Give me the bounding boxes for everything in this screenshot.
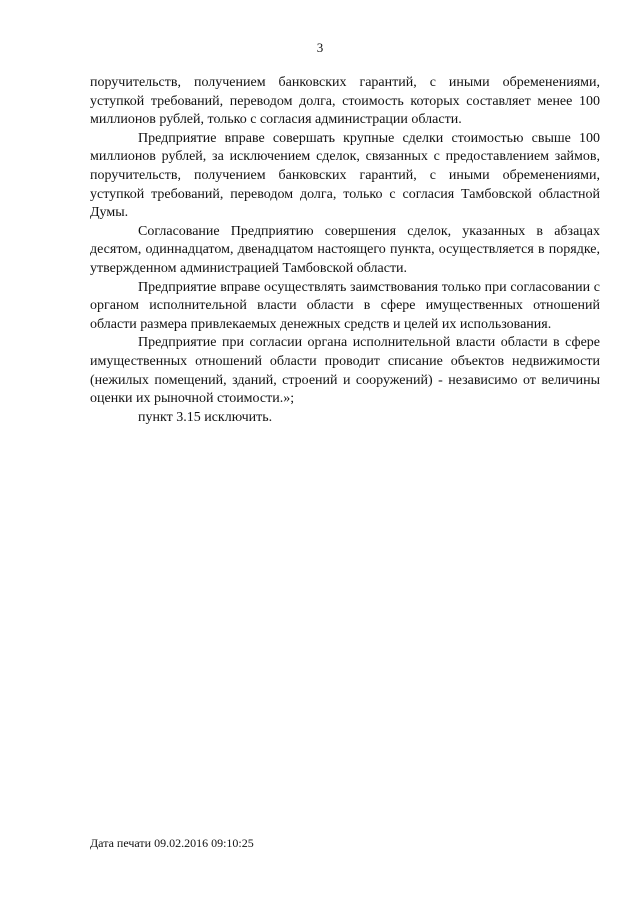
paragraph-exclusion: пункт 3.15 исключить. bbox=[138, 409, 273, 425]
paragraph-major-deals: Предприятие вправе совершать крупные сделки стоимостью свыше 100 миллионов рублей, за исключением сделок, связанных с предоставлением займов, поручительств, получением банковских гарантий, с иными обременениями, уступкой требований, переводом долга, только с согласия Тамбовской областной Думы. bbox=[90, 130, 600, 221]
print-date-footer: Дата печати 09.02.2016 09:10:25 bbox=[90, 836, 254, 850]
document-body bbox=[90, 74, 600, 427]
paragraph-borrowing: Предприятие вправе осуществлять заимствования только при согласовании с органом исполнительной власти области в сфере имущественных отношений области размера привлекаемых денежных средств и целей их использования. bbox=[90, 279, 600, 332]
page-number: 3 bbox=[316, 40, 324, 55]
paragraph-continuation: поручительств, получением банковских гарантий, с иными обременениями, уступкой требований, переводом долга, стоимость которых составляет менее 100 миллионов рублей, только с согласия администрации области. bbox=[90, 75, 600, 128]
paragraph-write-off: Предприятие при согласии органа исполнительной власти области в сфере имущественных отношений области проводит списание объектов недвижимости (нежилых помещений, зданий, строений и сооружений) - независимо от величины оценки их рыночной стоимости.»; bbox=[90, 335, 600, 407]
paragraph-deal-approval: Согласование Предприятию совершения сделок, указанных в абзацах десятом, одиннадцатом, двенадцатом настоящего пункта, осуществляется в порядке, утвержденном администрацией Тамбовской области. bbox=[90, 223, 600, 276]
